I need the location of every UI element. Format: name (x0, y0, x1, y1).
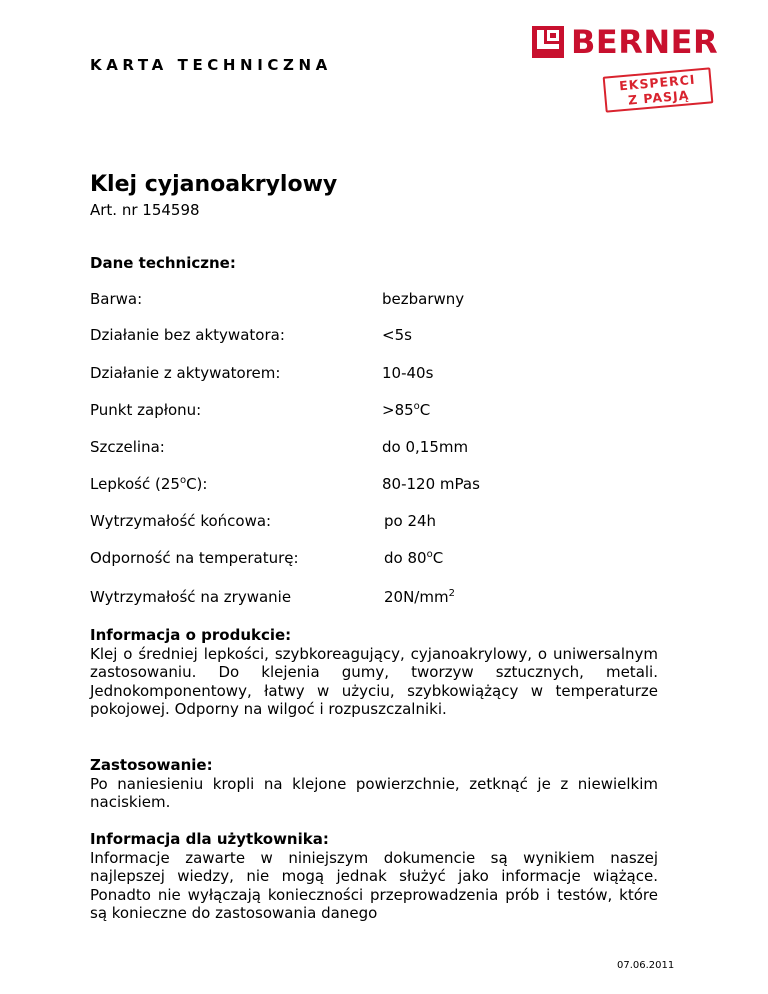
degree-superscript: o (179, 475, 187, 486)
user-info-text: Informacje zawarte w niniejszym dokumencie są wynikiem naszej najlepszej wiedzy, nie mogą jednak służyć jako informacje wiążące. Ponadto nie wyłączają konieczności przeprowadzenia prób i testów, które są konieczne do zastosowania danego (90, 848, 658, 922)
spec-value: do 80$^o$C (384, 549, 444, 567)
document-type-title: KARTA TECHNICZNA (90, 56, 332, 74)
degree-superscript: o (426, 549, 433, 560)
tech-data-heading: Dane techniczne: (90, 254, 236, 272)
usage-section (90, 756, 658, 812)
spec-label: Odporność na temperaturę: (90, 549, 299, 567)
article-number: Art. nr 154598 (90, 201, 200, 219)
berner-logo (532, 23, 719, 61)
spec-value: $20N/mm^2$ (384, 588, 455, 606)
spec-value: $>85^oC$ (382, 401, 431, 419)
brand-name: BERNER (571, 23, 719, 61)
spec-label: Barwa: (90, 290, 143, 308)
spec-value: 80-120 mPas (382, 475, 480, 493)
spec-label: Działanie z aktywatorem: (90, 364, 281, 382)
production-info-text: Klej o średniej lepkości, szybkoreagujący, cyjanoakrylowy, o uniwersalnym zastosowaniu. Do klejenia gumy, tworzyw sztucznych, metali. Jednokomponentowy, łatwy w użyciu, szybkowiążący w temperaturze pokojowej. Odporny na wilgoć i rozpuszczalniki. (90, 644, 658, 718)
stamp-line-1: EKSPERCI (618, 71, 697, 94)
degree-superscript: o (413, 401, 420, 412)
eksperci-z-pasja-stamp (603, 67, 714, 112)
spec-value: po 24h (384, 512, 437, 530)
spec-label: Wytrzymałość na zrywanie (90, 588, 292, 606)
spec-label: Szczelina: (90, 438, 165, 456)
spec-label: Lepkość (25$^o$C): (90, 475, 208, 493)
spec-label: Działanie bez aktywatora: (90, 326, 285, 344)
spec-value: 10-40s (382, 364, 434, 382)
footer-date: 07.06.2011 (617, 960, 675, 971)
spec-value: bezbarwny (382, 290, 465, 308)
user-info-section (90, 830, 658, 923)
usage-text: Po naniesieniu kropli na klejone powierzchnie, zetknąć je z niewielkim naciskiem. (90, 774, 658, 811)
stamp-line-2: Z PASJĄ (627, 87, 690, 108)
spec-value: do 0,15mm (382, 438, 469, 456)
spec-value: <5s (382, 326, 412, 344)
production-info-section (90, 626, 658, 719)
user-info-heading: Informacja dla użytkownika: (90, 830, 329, 848)
spec-label: Punkt zapłonu: (90, 401, 202, 419)
product-title: Klej cyjanoakrylowy (90, 172, 338, 197)
berner-l-mark-icon (532, 26, 564, 58)
usage-heading: Zastosowanie: (90, 756, 213, 774)
exponent-superscript: 2 (448, 588, 455, 599)
spec-label: Wytrzymałość końcowa: (90, 512, 272, 530)
production-info-heading: Informacja o produkcie: (90, 626, 292, 644)
